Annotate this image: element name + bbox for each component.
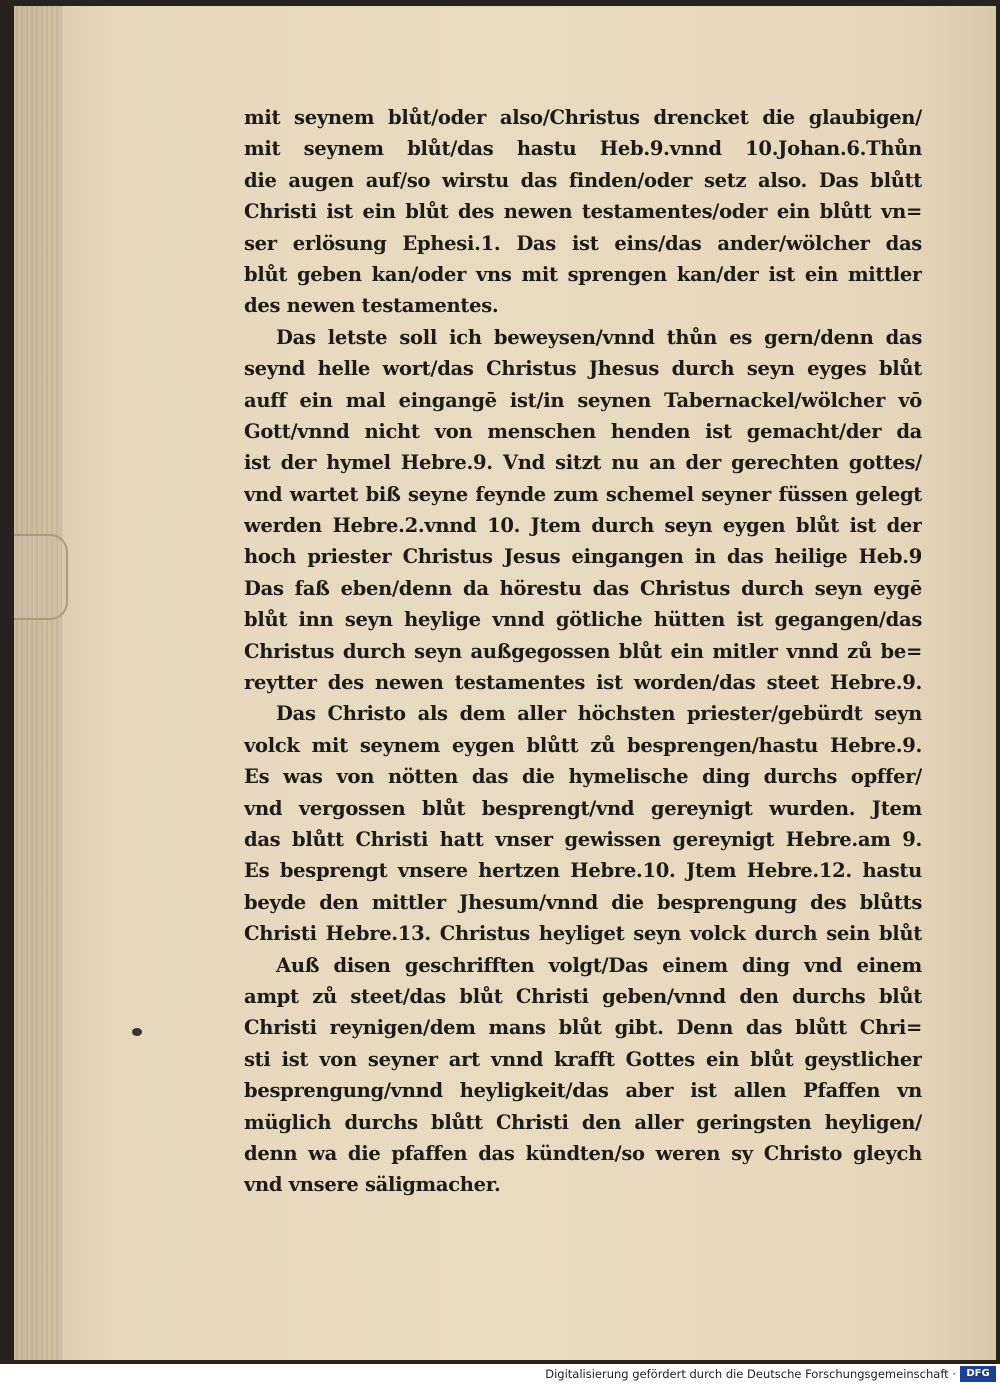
blackletter-text-block <box>244 102 922 1201</box>
page-edges <box>14 6 62 1360</box>
page-clip <box>14 534 68 620</box>
text-line: beyde den mittler Jhesum/vnnd die besprengung des blůtts <box>244 890 922 914</box>
text-line: vnd vnsere säligmacher. <box>244 1173 501 1197</box>
text-line: denn wa die pfaffen das kündten/so weren sy Christo gleych <box>244 1141 922 1165</box>
text-line: vnd vergossen blůt besprengt/vnd gereynigt wurden. Jtem <box>244 796 922 820</box>
text-line: ser erlösung Ephesi.1. Das ist eins/das ander/wölcher das <box>244 231 922 255</box>
text-line: volck mit seynem eygen blůtt zů besprengen/hastu Hebre.9. <box>244 733 922 757</box>
text-line: werden Hebre.2.vnnd 10. Jtem durch seyn eygen blůt ist der <box>244 514 922 538</box>
text-line: ist der hymel Hebre.9. Vnd sitzt nu an der gerechten gottes/ <box>244 451 922 475</box>
text-line: auff ein mal eingangē ist/in seynen Tabernackel/wölcher vō <box>244 388 922 412</box>
text-line: Das Christo als dem aller höchsten priester/gebürdt seyn <box>276 702 922 726</box>
dfg-logo: DFG <box>960 1366 996 1382</box>
text-line: Christus durch seyn außgegossen blůt ein mitler vnnd zů be= <box>244 639 922 663</box>
text-line: Christi reynigen/dem mans blůt gibt. Denn das blůtt Chri= <box>244 1016 922 1040</box>
footer-bar <box>0 1364 1000 1385</box>
digitization-credit: Digitalisierung gefördert durch die Deutsche Forschungsgemeinschaft · <box>545 1367 956 1381</box>
text-line: mit seynem blůt/das hastu Heb.9.vnnd 10.Johan.6.Thůn <box>244 137 922 161</box>
ink-smudge <box>132 1028 142 1036</box>
text-line: Christi Hebre.13. Christus heyliget seyn volck durch sein blůt <box>244 922 922 946</box>
text-line: Christi ist ein blůt des newen testamentes/oder ein blůtt vn= <box>244 200 922 224</box>
text-line: die augen auf/so wirstu das finden/oder setz also. Das blůtt <box>244 168 922 192</box>
text-line: des newen testamentes. <box>244 294 499 318</box>
text-line: Das faß eben/denn da hörestu das Christus durch seyn eygē <box>244 576 922 600</box>
text-line: sti ist von seyner art vnnd krafft Gottes ein blůt geystlicher <box>244 1047 922 1071</box>
text-line: seynd helle wort/das Christus Jhesus durch seyn eyges blůt <box>244 357 922 381</box>
text-line: besprengung/vnnd heyligkeit/das aber ist allen Pfaffen vn <box>244 1079 922 1103</box>
text-line: reytter des newen testamentes ist worden/das steet Hebre.9. <box>244 671 922 695</box>
text-line: Gott/vnnd nicht von menschen henden ist gemacht/der da <box>244 419 922 443</box>
book-page <box>14 6 996 1360</box>
text-line: blůt geben kan/oder vns mit sprengen kan/der ist ein mittler <box>244 262 922 286</box>
text-line: mit seynem blůt/oder also/Christus drencket die glaubigen/ <box>244 106 922 129</box>
text-line: das blůtt Christi hatt vnser gewissen gereynigt Hebre.am 9. <box>244 827 922 851</box>
text-line: Auß disen geschrifften volgt/Das einem ding vnd einem <box>276 953 922 977</box>
text-line: blůt inn seyn heylige vnnd götliche hütten ist gegangen/das <box>244 608 922 632</box>
text-line: ampt zů steet/das blůt Christi geben/vnnd den durchs blůt <box>244 984 922 1008</box>
text-line: Es besprengt vnsere hertzen Hebre.10. Jtem Hebre.12. hastu <box>244 859 922 883</box>
text-line: vnd wartet biß seyne feynde zum schemel seyner füssen gelegt <box>244 482 922 506</box>
text-line: hoch priester Christus Jesus eingangen in das heilige Heb.9 <box>244 545 922 569</box>
text-line: müglich durchs blůtt Christi den aller geringsten heyligen/ <box>244 1110 922 1134</box>
text-line: Es was von nötten das die hymelische ding durchs opffer/ <box>244 765 922 789</box>
text-line: Das letste soll ich beweysen/vnnd thůn es gern/denn das <box>276 325 922 349</box>
